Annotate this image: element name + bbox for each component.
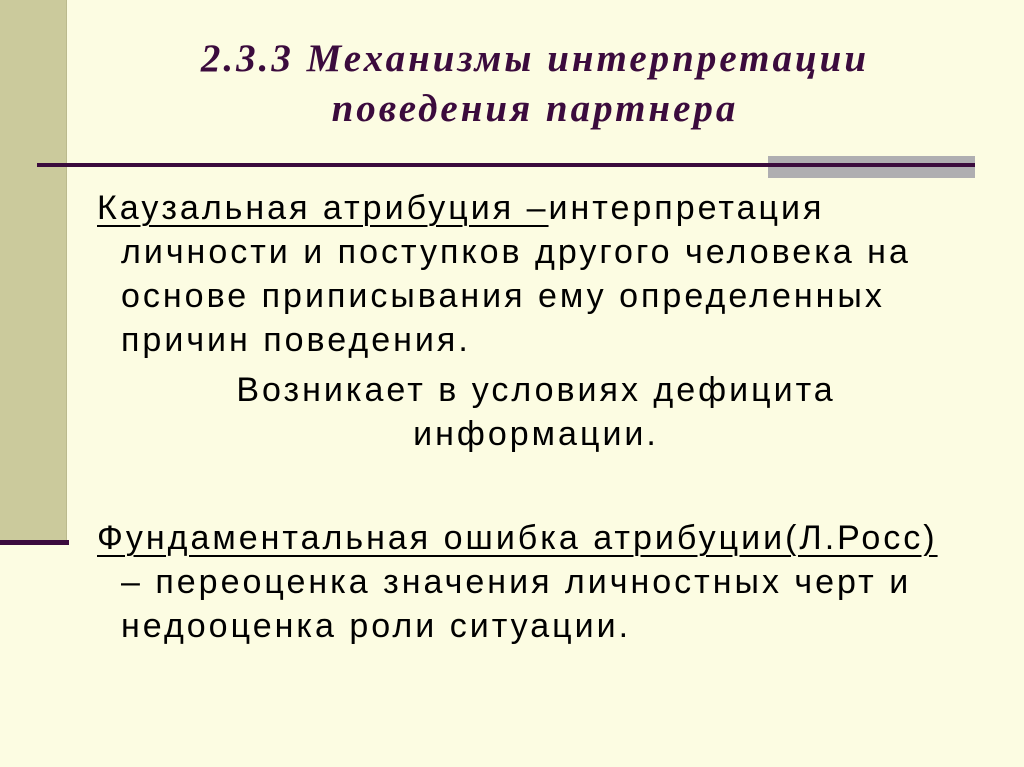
para1-line-2: личности и поступков другого человека на bbox=[121, 233, 911, 271]
slide-title-line-2: поведения партнера bbox=[331, 87, 739, 130]
term-causal-attribution: Каузальная атрибуция – bbox=[97, 189, 549, 227]
term-fundamental-attribution-error: Фундаментальная ошибка атрибуции(Л.Росс) bbox=[97, 519, 938, 557]
slide-title bbox=[46, 34, 1024, 134]
slide-body-text bbox=[97, 186, 975, 648]
accent-bar-underline bbox=[0, 540, 69, 545]
para3-line-1 bbox=[97, 516, 975, 560]
para2-line-1: Возникает в условиях дефицита bbox=[236, 371, 836, 409]
paragraph-fundamental-attribution-error bbox=[97, 516, 975, 648]
para3-line-2: – переоценка значения личностных черт и bbox=[121, 563, 912, 601]
slide-title-line-1: 2.3.3 Механизмы интерпретации bbox=[200, 37, 870, 80]
para3-line-3: недооценка роли ситуации. bbox=[121, 607, 632, 645]
para1-line-1-rest: интерпретация bbox=[548, 189, 825, 227]
paragraph-causal-attribution bbox=[97, 186, 975, 362]
title-divider-gray-box bbox=[768, 156, 975, 178]
paragraph-information-deficit bbox=[97, 368, 975, 456]
para1-line-3: основе приписывания ему определенных bbox=[121, 277, 885, 315]
para1-line-4: причин поведения. bbox=[121, 321, 471, 359]
para1-line-1 bbox=[97, 186, 975, 230]
title-divider-line bbox=[37, 163, 975, 167]
para2-line-2: информации. bbox=[413, 415, 659, 453]
